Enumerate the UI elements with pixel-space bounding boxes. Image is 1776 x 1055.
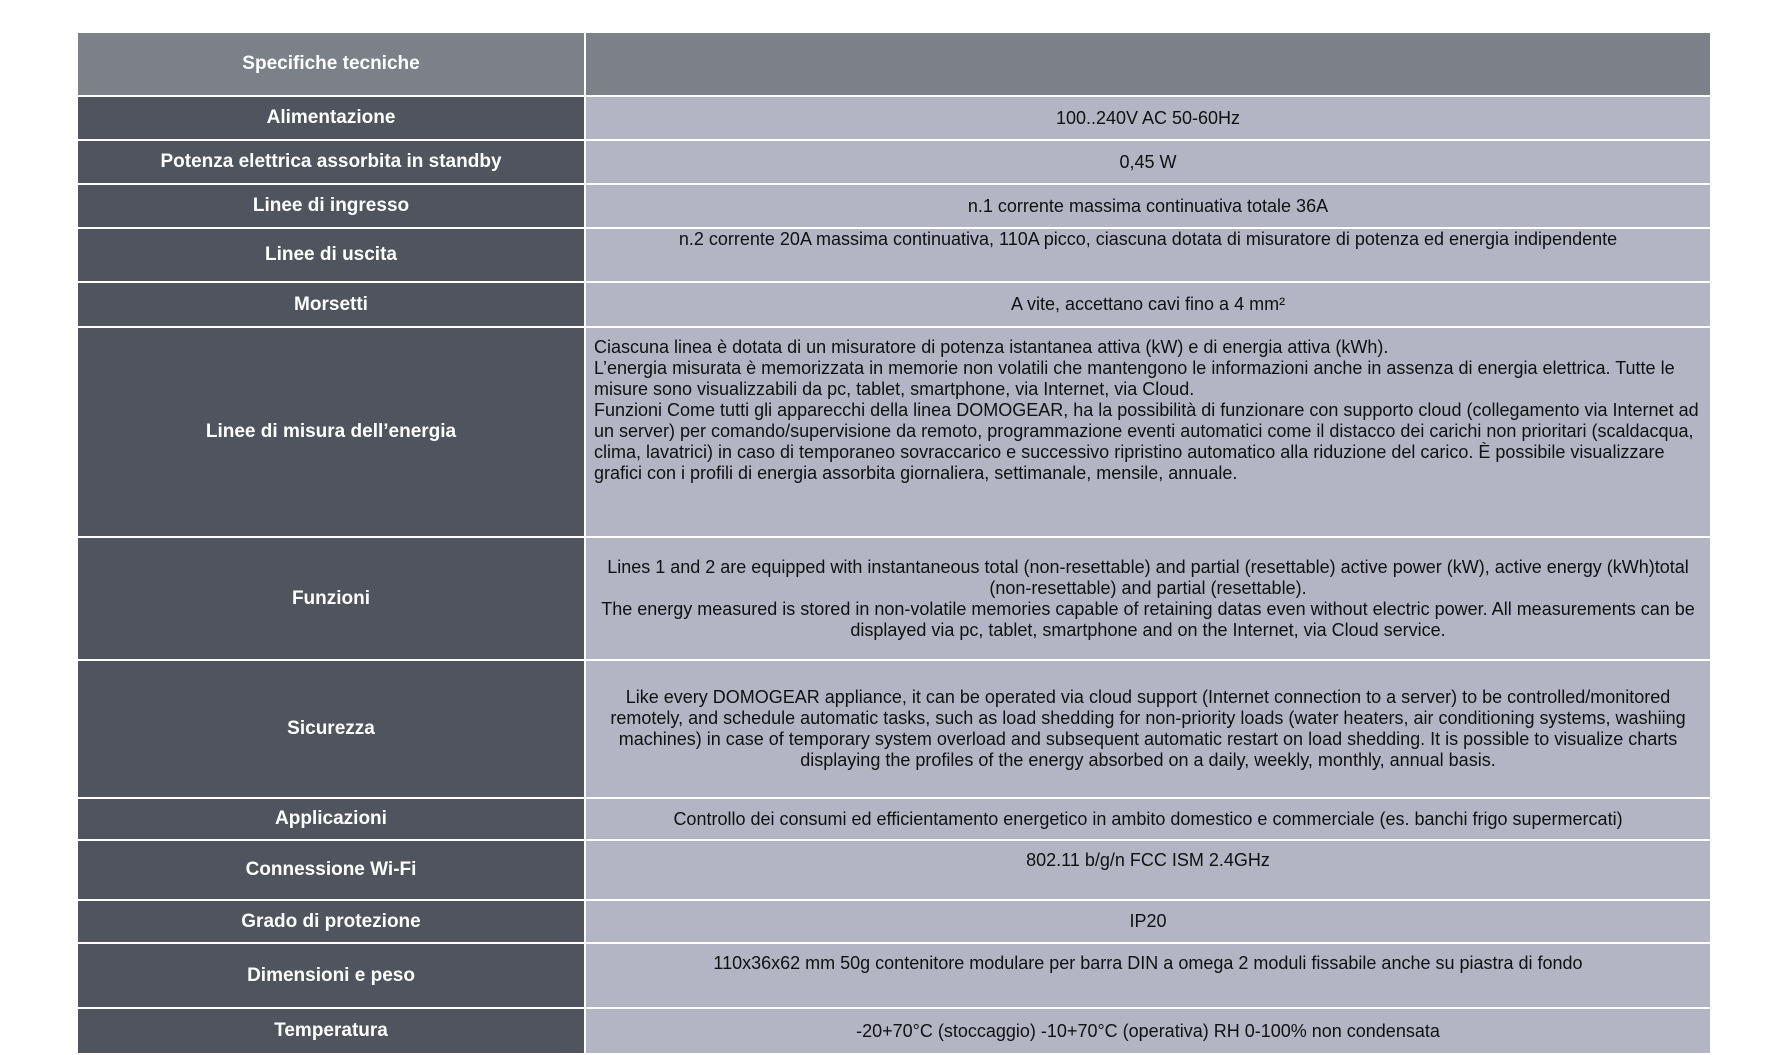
table-row (77, 184, 1711, 228)
spec-value: 802.11 b/g/n FCC ISM 2.4GHz (585, 840, 1711, 900)
table-row (77, 840, 1711, 900)
spec-value: Ciascuna linea è dotata di un misuratore di potenza istantanea attiva (kW) e di energia attiva (kWh). L’energia misurata è memorizzata in memorie non volatili che mantengono le informazioni anche in assenza di energia elettrica. Tutte le misure sono visualizzabili da pc, tablet, smartphone, via Internet, via Cloud. Funzioni Come tutti gli apparecchi della linea DOMOGEAR, ha la possibilità di funzionare con supporto cloud (collegamento via Internet ad un server) per comando/supervisione da remoto, programmazione eventi automatici come il distacco dei carichi non prioritari (scaldacqua, clima, lavatrici) in caso di temporaneo sovraccarico e successivo ripristino automatico alla riduzione del carico. È possibile visualizzare grafici con i profili di energia assorbita giornaliera, settimanale, mensile, annuale. (585, 327, 1711, 537)
spec-value: 100..240V AC 50-60Hz (585, 96, 1711, 140)
spec-label: Funzioni (77, 537, 585, 660)
spec-value: n.2 corrente 20A massima continuativa, 110A picco, ciascuna dotata di misuratore di potenza ed energia indipendente (585, 228, 1711, 282)
spec-label: Alimentazione (77, 96, 585, 140)
table-header-row (77, 32, 1711, 96)
spec-value: -20+70°C (stoccaggio) -10+70°C (operativa) RH 0-100% non condensata (585, 1008, 1711, 1054)
spec-table (76, 31, 1712, 1055)
spec-value: 110x36x62 mm 50g contenitore modulare per barra DIN a omega 2 moduli fissabile anche su piastra di fondo (585, 943, 1711, 1008)
spec-label: Morsetti (77, 282, 585, 327)
spec-label: Temperatura (77, 1008, 585, 1054)
spec-sheet (76, 31, 1710, 1055)
spec-value: A vite, accettano cavi fino a 4 mm² (585, 282, 1711, 327)
spec-value: Like every DOMOGEAR appliance, it can be operated via cloud support (Internet connection to a server) to be controlled/monitored remotely, and schedule automatic tasks, such as load shedding for non-priority loads (water heaters, air conditioning systems, washiing machines) in case of temporary system overload and subsequent automatic restart on load shedding. It is possible to visualize charts displaying the profiles of the energy absorbed on a daily, weekly, monthly, annual basis. (585, 660, 1711, 798)
spec-label: Linee di misura dell’energia (77, 327, 585, 537)
table-row (77, 96, 1711, 140)
table-row (77, 943, 1711, 1008)
table-row (77, 1008, 1711, 1054)
table-header-value (585, 32, 1711, 96)
table-row (77, 327, 1711, 537)
spec-label: Potenza elettrica assorbita in standby (77, 140, 585, 184)
spec-label: Linee di ingresso (77, 184, 585, 228)
spec-label: Sicurezza (77, 660, 585, 798)
table-header-label: Specifiche tecniche (77, 32, 585, 96)
table-row (77, 537, 1711, 660)
spec-value: Lines 1 and 2 are equipped with instantaneous total (non-resettable) and partial (resettable) active power (kW), active energy (kWh)total (non-resettable) and partial (resettable). The energy measured is stored in non-volatile memories capable of retaining datas even without electric power. All measurements can be displayed via pc, tablet, smartphone and on the Internet, via Cloud service. (585, 537, 1711, 660)
spec-value: IP20 (585, 900, 1711, 943)
spec-label: Grado di protezione (77, 900, 585, 943)
spec-value: Controllo dei consumi ed efficientamento energetico in ambito domestico e commerciale (es. banchi frigo supermercati) (585, 798, 1711, 840)
spec-label: Applicazioni (77, 798, 585, 840)
spec-label: Connessione Wi-Fi (77, 840, 585, 900)
table-row (77, 140, 1711, 184)
table-row (77, 228, 1711, 282)
table-row (77, 798, 1711, 840)
spec-value: 0,45 W (585, 140, 1711, 184)
table-row (77, 900, 1711, 943)
spec-value: n.1 corrente massima continuativa totale 36A (585, 184, 1711, 228)
spec-label: Dimensioni e peso (77, 943, 585, 1008)
spec-label: Linee di uscita (77, 228, 585, 282)
table-row (77, 660, 1711, 798)
table-row (77, 282, 1711, 327)
